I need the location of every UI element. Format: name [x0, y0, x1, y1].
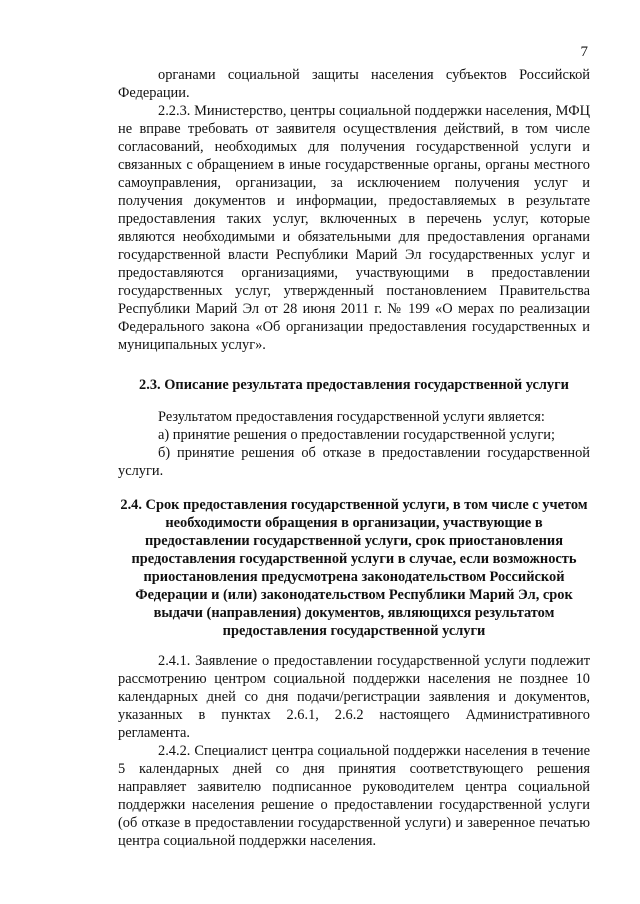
- paragraph-2-3-b: б) принятие решения об отказе в предоставлении государственной услуги.: [118, 445, 590, 479]
- section-2-3: [118, 376, 590, 480]
- paragraph-2-4-1: 2.4.1. Заявление о предоставлении государственной услуги подлежит рассмотрению центром социальной поддержки населения не позднее 10 календарных дней со дня подачи/регистрации заявления и документов, указанных в пунктах 2.6.1, 2.6.2 настоящего Административного регламента.: [118, 653, 590, 741]
- paragraph-2-3-a: а) принятие решения о предоставлении государственной услуги;: [158, 427, 555, 443]
- paragraph-2-3-intro: Результатом предоставления государственной услуги является:: [158, 409, 545, 425]
- paragraph-2-4-2: 2.4.2. Специалист центра социальной поддержки населения в течение 5 календарных дней со дня принятия соответствующего решения направляет заявителю подписанное руководителем центра социальной поддержки населения решение о предоставлении государственной услуги (об отказе в предоставлении государственной услуги) и заверенное печатью центра социальной поддержки населения.: [118, 743, 590, 849]
- page-number: 7: [580, 44, 588, 60]
- paragraph-2-2-3: 2.2.3. Министерство, центры социальной поддержки населения, МФЦ не вправе требовать от заявителя осуществления действий, в том числе согласований, необходимых для получения государственной услуги и связанных с обращением в иные государственные органы, органы местного самоуправления, организации, за исключением получения услуг и получения документов и информации, предоставляемых в результате предоставления таких услуг, включенных в перечень услуг, которые являются необходимыми и обязательными для предоставления органами государственной власти Республики Марий Эл государственных услуг и предоставляются организациями, участвующими в предоставлении государственных услуг, утвержденный постановлением Правительства Республики Марий Эл от 28 июня 2011 г. № 199 «О мерах по реализации Федерального закона «Об организации предоставления государственных и муниципальных услуг».: [118, 103, 590, 353]
- heading-2-3: 2.3. Описание результата предоставления государственной услуги: [139, 377, 569, 393]
- main-text: [118, 66, 590, 354]
- heading-2-4: 2.4. Срок предоставления государственной услуги, в том числе с учетом необходимости обращения в организации, участвующие в предоставлении государственной услуги, срок приостановления предоставления государственной услуги в случае, если возможность приостановления предусмотрена законодательством Российской Федерации и (или) законодательством Республики Марий Эл, срок выдачи (направления) документов, являющихся результатом предоставления государственной услуги: [120, 497, 588, 639]
- section-2-4-body: [118, 652, 590, 850]
- paragraph-intro: органами социальной защиты населения субъектов Российской Федерации.: [118, 67, 590, 101]
- section-2-4: [118, 496, 590, 640]
